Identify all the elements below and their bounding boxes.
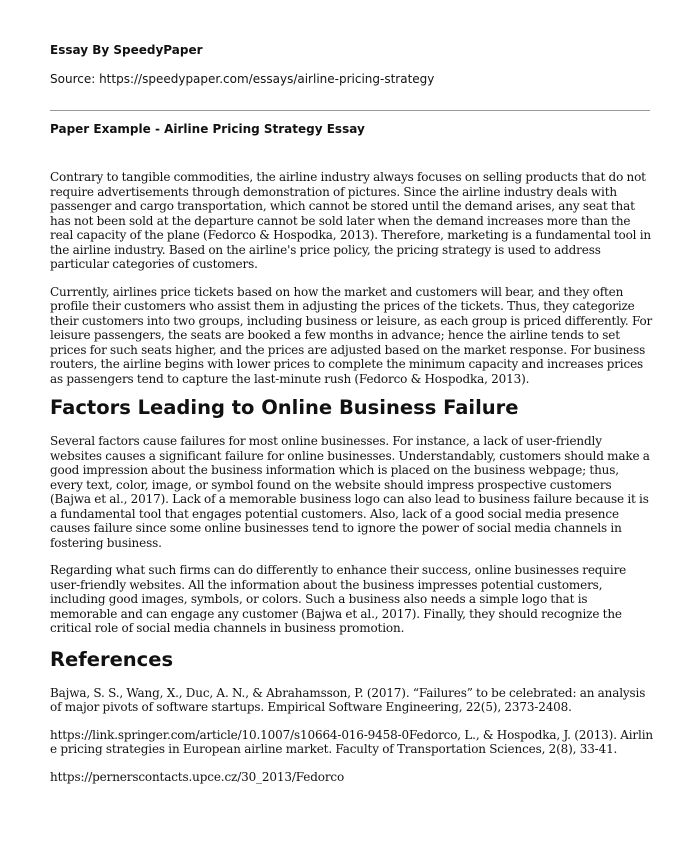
reference-item: https://link.springer.com/article/10.1007/s10664-016-9458-0Fedorco, L., & Hospodka, J. (2013). Airline pricing strategies in European airline market. Faculty of Transportation Sciences, 2(8), 33-41. — [50, 727, 653, 756]
paper-title: Paper Example - Airline Pricing Strategy Essay — [50, 122, 365, 136]
site-header-title: Essay By SpeedyPaper — [50, 43, 203, 57]
header-divider — [50, 110, 650, 111]
section-heading-factors: Factors Leading to Online Business Failure — [50, 396, 519, 419]
reference-item: https://pernerscontacts.upce.cz/30_2013/Fedorco — [50, 769, 345, 784]
success-paragraph: Regarding what such firms can do differently to enhance their success, online businesses require user-friendly websites. All the information about the business impresses potential customers, including good images, symbols, or colors. Such a business also needs a simple logo that is memorable and can engage any customer (Bajwa et al., 2017). Finally, they should recognize the critical role of social media channels in business promotion. — [50, 563, 627, 635]
source-line: Source: https://speedypaper.com/essays/airline-pricing-strategy — [50, 72, 435, 86]
factors-paragraph: Several factors cause failures for most online businesses. For instance, a lack of user-friendly websites causes a significant failure for online businesses. Understandably, customers should make a good impression about the business information which is placed on the business webpage; thus, every text, color, image, or symbol found on the website should impress prospective customers (Bajwa et al., 2017). Lack of a memorable business logo can also lead to business failure because it is a fundamental tool that engages potential customers. Also, lack of a good social media presence causes failure since some online businesses tend to ignore the power of social media channels in fostering business. — [50, 434, 650, 550]
pricing-paragraph: Currently, airlines price tickets based on how the market and customers will bear, and they often profile their customers who assist them in adjusting the prices of the tickets. Thus, they categorize their customers into two groups, including business or leisure, as each group is priced differently. For leisure passengers, the seats are booked a few months in advance; hence the airline tends to set prices for such seats higher, and the prices are adjusted based on the market response. For business routers, the airline begins with lower prices to complete the minimum capacity and increases prices as passengers tend to capture the last-minute rush (Fedorco & Hospodka, 2013). — [50, 284, 653, 386]
intro-paragraph: Contrary to tangible commodities, the airline industry always focuses on selling products that do not require advertisements through demonstration of pictures. Since the airline industry deals with passenger and cargo transportation, which cannot be stored until the demand arises, any seat that has not been sold at the departure cannot be sold later when the demand increases more than the real capacity of the plane (Fedorco & Hospodka, 2013). Therefore, marketing is a fundamental tool in the airline industry. Based on the airline's price policy, the pricing strategy is used to address particular categories of customers. — [50, 170, 651, 271]
reference-item: Bajwa, S. S., Wang, X., Duc, A. N., & Abrahamsson, P. (2017). “Failures” to be celebrated: an analysis of major pivots of software startups. Empirical Software Engineering, 22(5), 2373-2408. — [50, 685, 646, 714]
references-heading: References — [50, 647, 174, 671]
essay-body — [50, 170, 654, 784]
